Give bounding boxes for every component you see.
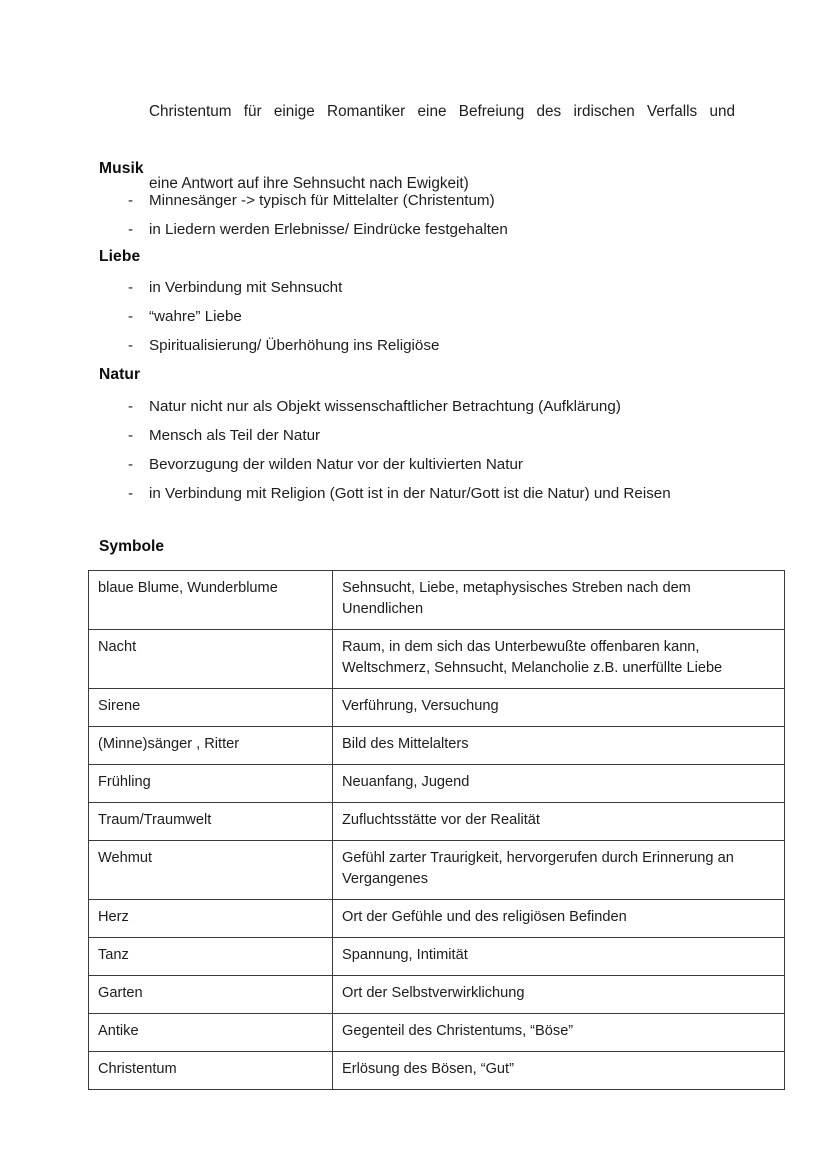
table-cell-meaning: Zufluchtsstätte vor der Realität xyxy=(333,803,785,841)
dash-marker: - xyxy=(128,456,134,473)
list-item-text: “wahre” Liebe xyxy=(149,308,242,325)
table-cell-meaning: Raum, in dem sich das Unterbewußte offenbaren kann, Weltschmerz, Sehnsucht, Melancholie z.B. unerfüllte Liebe xyxy=(333,630,785,689)
table-cell-meaning: Bild des Mittelalters xyxy=(333,727,785,765)
table-cell-symbol: Traum/Traumwelt xyxy=(89,803,333,841)
dash-marker: - xyxy=(128,427,134,444)
list-item-text: in Verbindung mit Sehnsucht xyxy=(149,279,343,296)
table-cell-meaning: Erlösung des Bösen, “Gut” xyxy=(333,1052,785,1090)
table-cell-meaning: Ort der Selbstverwirklichung xyxy=(333,976,785,1014)
list-item-text: Natur nicht nur als Objekt wissenschaftlicher Betrachtung (Aufklärung) xyxy=(149,398,621,415)
list-item-text: in Verbindung mit Religion (Gott ist in der Natur/Gott ist die Natur) und Reisen xyxy=(149,485,671,502)
table-row xyxy=(89,900,785,938)
table-cell-meaning: Gefühl zarter Traurigkeit, hervorgerufen durch Erinnerung an Vergangenes xyxy=(333,841,785,900)
dash-marker: - xyxy=(128,221,134,238)
section-heading-natur: Natur xyxy=(99,366,141,383)
table-cell-symbol: (Minne)sänger , Ritter xyxy=(89,727,333,765)
table-cell-symbol: Herz xyxy=(89,900,333,938)
dash-marker: - xyxy=(128,279,134,296)
table-cell-symbol: Sirene xyxy=(89,689,333,727)
table-cell-symbol: Tanz xyxy=(89,938,333,976)
table-cell-symbol: Christentum xyxy=(89,1052,333,1090)
section-heading-symbole: Symbole xyxy=(99,538,164,555)
table-cell-meaning: Sehnsucht, Liebe, metaphysisches Streben nach dem Unendlichen xyxy=(333,571,785,630)
table-row xyxy=(89,938,785,976)
table-cell-meaning: Verführung, Versuchung xyxy=(333,689,785,727)
table-cell-meaning: Gegenteil des Christentums, “Böse” xyxy=(333,1014,785,1052)
table-cell-symbol: Garten xyxy=(89,976,333,1014)
table-cell-meaning: Ort der Gefühle und des religiösen Befinden xyxy=(333,900,785,938)
list-item-text: in Liedern werden Erlebnisse/ Eindrücke festgehalten xyxy=(149,221,508,238)
table-row xyxy=(89,841,785,900)
table-cell-meaning: Neuanfang, Jugend xyxy=(333,765,785,803)
list-item-text: Mensch als Teil der Natur xyxy=(149,427,321,444)
table-row xyxy=(89,765,785,803)
dash-marker: - xyxy=(128,337,134,354)
dash-marker: - xyxy=(128,485,134,502)
table-row xyxy=(89,803,785,841)
list-item-text: Bevorzugung der wilden Natur vor der kultivierten Natur xyxy=(149,456,523,473)
list-item-text: Spiritualisierung/ Überhöhung ins Religiöse xyxy=(149,337,440,354)
dash-marker: - xyxy=(128,398,134,415)
intro-line-1: Christentum für einige Romantiker eine Befreiung des irdischen Verfalls und xyxy=(149,103,735,120)
table-cell-symbol: Nacht xyxy=(89,630,333,689)
table-row xyxy=(89,630,785,689)
intro-line-2: eine Antwort auf ihre Sehnsucht nach Ewigkeit) xyxy=(149,175,469,192)
symbols-table xyxy=(88,570,785,1090)
table-row xyxy=(89,689,785,727)
table-cell-symbol: blaue Blume, Wunderblume xyxy=(89,571,333,630)
table-row xyxy=(89,1052,785,1090)
table-cell-symbol: Frühling xyxy=(89,765,333,803)
table-row xyxy=(89,727,785,765)
dash-marker: - xyxy=(128,308,134,325)
table-row xyxy=(89,976,785,1014)
table-cell-symbol: Antike xyxy=(89,1014,333,1052)
table-row xyxy=(89,1014,785,1052)
table-cell-symbol: Wehmut xyxy=(89,841,333,900)
section-heading-liebe: Liebe xyxy=(99,248,141,265)
section-heading-musik: Musik xyxy=(99,160,144,177)
list-item-text: Minnesänger -> typisch für Mittelalter (Christentum) xyxy=(149,192,495,209)
table-cell-meaning: Spannung, Intimität xyxy=(333,938,785,976)
dash-marker: - xyxy=(128,192,134,209)
table-row xyxy=(89,571,785,630)
